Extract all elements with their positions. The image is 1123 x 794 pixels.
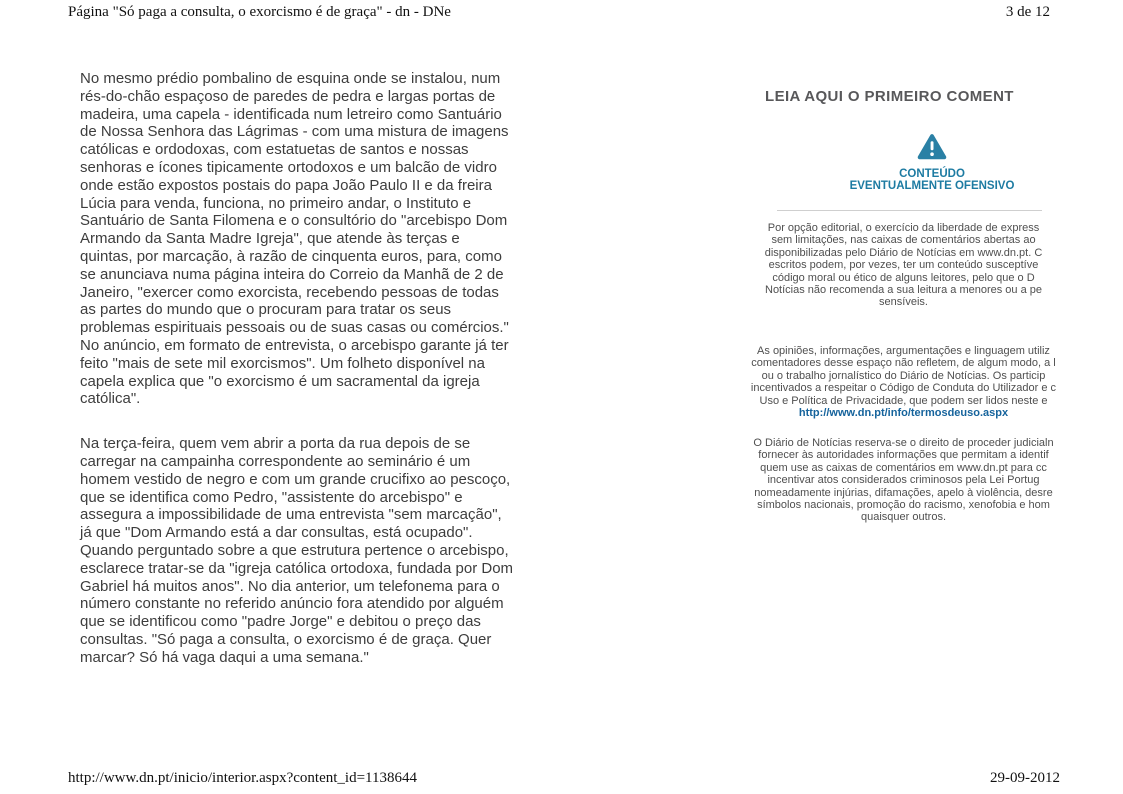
disclaimer-paragraph-2 xyxy=(745,345,1062,419)
text-line: escritos podem, por vezes, ter um conteúdo susceptíve xyxy=(768,259,1039,272)
text-line: CONTEÚDO xyxy=(899,168,965,180)
comments-section-title: LEIA AQUI O PRIMEIRO COMENT xyxy=(765,88,1014,105)
disclaimer-paragraph-1 xyxy=(745,222,1062,309)
terms-of-use-link[interactable]: http://www.dn.pt/info/termosdeuso.aspx xyxy=(798,407,1009,420)
text-line: Notícias não recomenda a sua leitura a menores ou a pe xyxy=(765,284,1042,297)
disclaimer-paragraph-2-text xyxy=(745,345,1062,407)
text-line: código moral ou ético de alguns leitores, pelo que o D xyxy=(772,271,1035,284)
offensive-content-warning xyxy=(745,169,1119,192)
text-line: quem use as caixas de comentários em www.dn.pt para cc xyxy=(760,461,1047,474)
warning-triangle-icon xyxy=(916,133,948,160)
text-line: As opiniões, informações, argumentações e linguagem utiliz xyxy=(757,345,1050,357)
text-line: comentadores desse espaço não refletem, de algum modo, a l xyxy=(751,357,1056,370)
text-line: incentivar atos considerados criminosos pela Lei Portug xyxy=(767,474,1040,487)
text-line: O Diário de Notícias reserva-se o direito de proceder judicialn xyxy=(753,437,1054,449)
print-header-page-number: 3 de 12 xyxy=(1005,4,1050,20)
text-line: fornecer às autoridades informações que permitam a identif xyxy=(758,449,1049,462)
text-line: símbolos nacionais, promoção do racismo, xenofobia e hom xyxy=(757,499,1050,512)
print-footer-date: 29-09-2012 xyxy=(990,770,1060,786)
text-line: Uso e Política de Privacidade, que podem ser lidos neste e xyxy=(759,394,1048,407)
article-body xyxy=(80,70,514,667)
text-line: nomeadamente injúrias, difamações, apelo à violência, desre xyxy=(754,486,1053,499)
text-line: disponibilizadas pelo Diário de Notícias em www.dn.pt. C xyxy=(764,246,1043,259)
text-line: ou o trabalho jornalístico do Diário de Notícias. Os particip xyxy=(761,369,1046,382)
print-header-title: Página "Só paga a consulta, o exorcismo é de graça" - dn - DNe xyxy=(68,4,451,20)
text-line: sem limitações, nas caixas de comentários abertas ao xyxy=(771,234,1036,247)
disclaimer-paragraph-3 xyxy=(745,437,1062,524)
text-line: sensíveis. xyxy=(879,296,928,309)
text-line: incentivados a respeitar o Código de Conduta do Utilizador e c xyxy=(750,382,1057,395)
text-line: Por opção editorial, o exercício da liberdade de express xyxy=(767,222,1040,234)
divider xyxy=(777,210,1042,211)
text-line: EVENTUALMENTE OFENSIVO xyxy=(849,179,1015,192)
article-paragraph-1: No mesmo prédio pombalino de esquina onde se instalou, num rés-do-chão espaçoso de paredes de pedra e largas portas de madeira, uma capela - identificada num letreiro como Santuário de Nossa Senhora das Lágrimas - com uma mistura de imagens católicas e ordodoxas, com estatuetas de santos e nossas senhoras e ícones tipicamente ortodoxos e um balcão de vidro onde estão expostos postais do papa João Paulo II e da freira Lúcia para venda, funciona, no primeiro andar, o Instituto e Santuário de Santa Filomena e o consultório do "arcebispo Dom Armando da Santa Madre Igreja", que atende às terças e quintas, por marcação, à razão de cinquenta euros, para, como se anunciava numa página inteira do Correio da Manhã de 2 de Janeiro, "exercer como exorcista, recebendo pessoas de todas as partes do mundo que o procuram para tratar os seus problemas espirituais pessoais ou de suas casas ou comércios." No anúncio, em formato de entrevista, o arcebispo garante já ter feito "mais de sete mil exorcismos". Um folheto disponível na capela explica que "o exorcismo é um sacramental da igreja católica". xyxy=(80,70,509,408)
text-line: quaisquer outros. xyxy=(861,511,946,524)
article-paragraph-2: Na terça-feira, quem vem abrir a porta da rua depois de se carregar na campainha correspondente ao seminário é um homem vestido de negro e com um grande crucifixo ao pescoço, que se identifica como Pedro, "assistente do arcebispo" e assegura a impossibilidade de uma entrevista "sem marcação", já que "Dom Armando está a dar consultas, está ocupado". Quando perguntado sobre a que estrutura pertence o arcebispo, esclarece tratar-se da "igreja católica ortodoxa, fundada por Dom Gabriel há muitos anos". No dia anterior, um telefonema para o número constante no referido anúncio fora atendido por alguém que se identificou como "padre Jorge" e debitou o preço das consultas. "Só paga a consulta, o exorcismo é de graça. Quer marcar? Só há vaga daqui a uma semana." xyxy=(80,435,514,666)
print-footer-url: http://www.dn.pt/inicio/interior.aspx?content_id=1138644 xyxy=(68,770,417,786)
